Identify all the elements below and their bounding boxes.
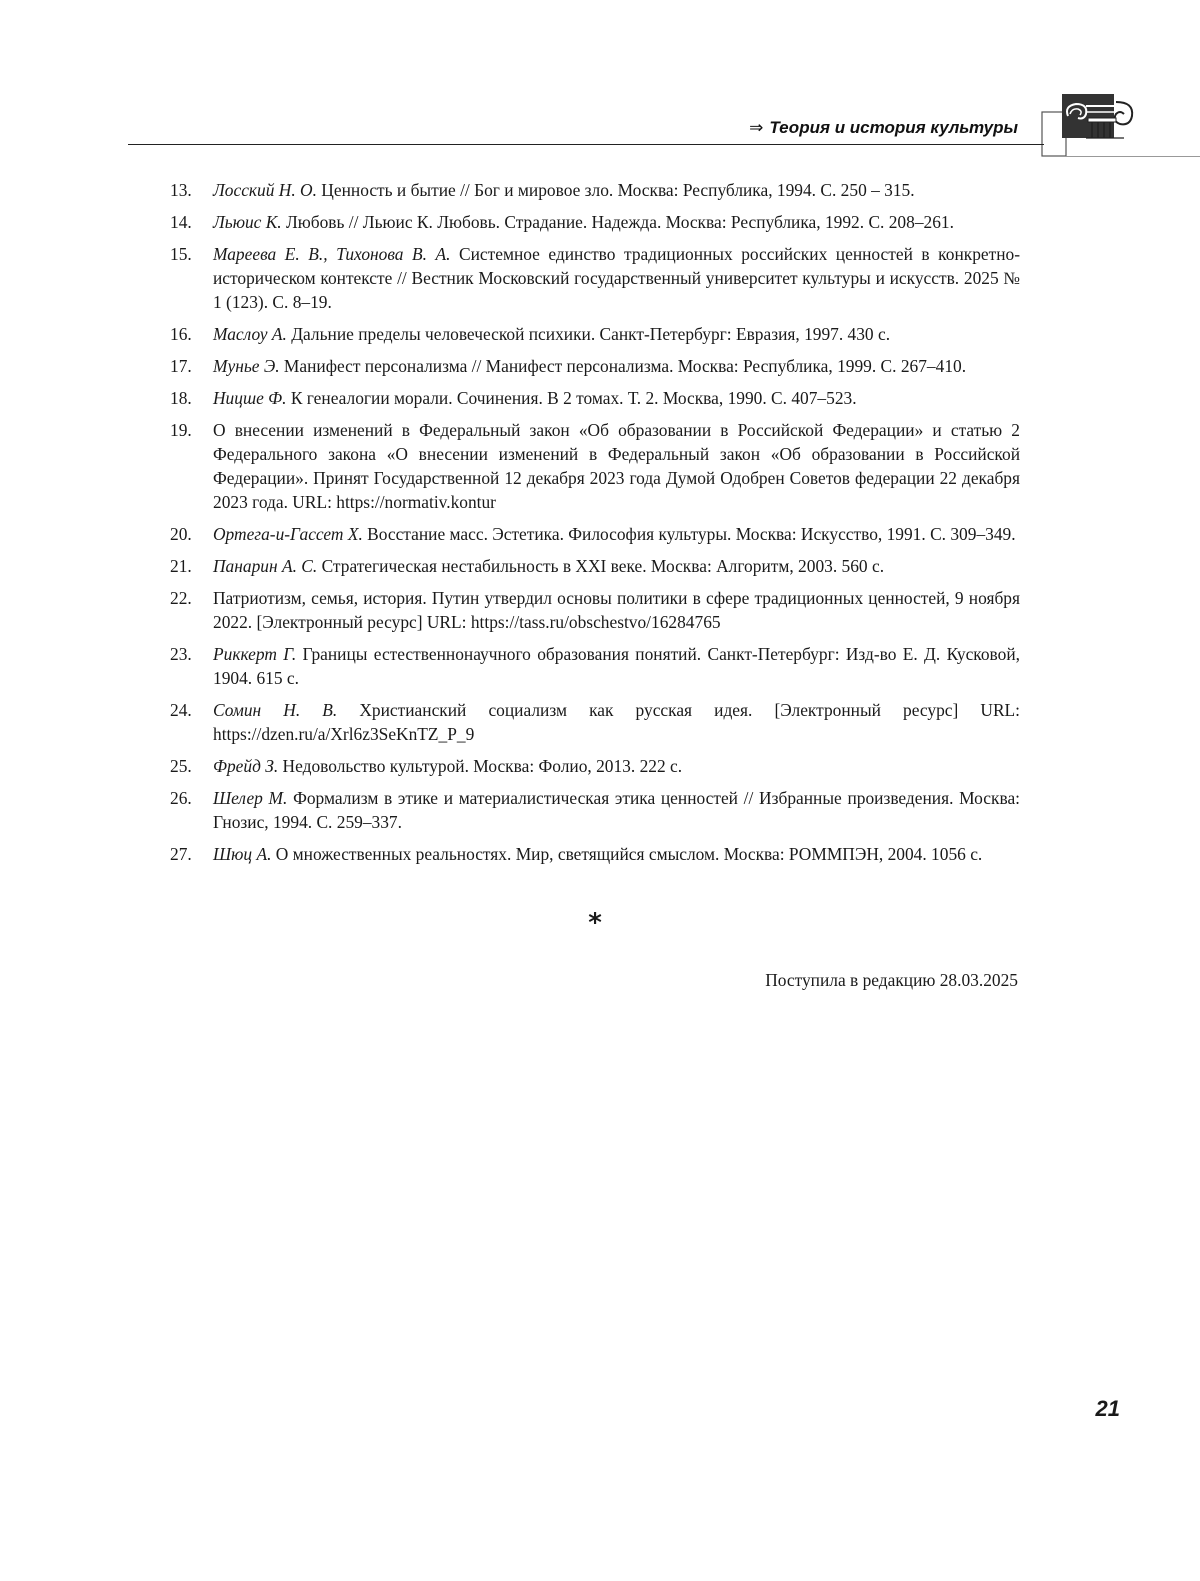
reference-text: Дальние пределы человеческой психики. Санкт-Петербург: Евразия, 1997. 430 с. xyxy=(286,324,891,344)
reference-text: Патриотизм, семья, история. Путин утвердил основы политики в сфере традиционных ценностей, 9 ноября 2022. [Электронный ресурс] URL: https://tass.ru/obschestvo/16284765 xyxy=(213,588,1020,632)
arrow-right-icon: ⇒ xyxy=(749,118,764,137)
reference-body xyxy=(213,842,1020,866)
page-number: 21 xyxy=(1095,1396,1120,1421)
reference-number: 19. xyxy=(170,420,192,440)
reference-body xyxy=(213,178,1020,202)
reference-number: 24. xyxy=(170,700,192,720)
reference-item xyxy=(170,210,1020,234)
reference-body xyxy=(213,642,1020,690)
reference-text: О множественных реальностях. Мир, светящийся смыслом. Москва: РОММПЭН, 2004. 1056 с. xyxy=(271,844,983,864)
reference-number: 16. xyxy=(170,324,192,344)
reference-item xyxy=(170,698,1020,746)
reference-author: Фрейд З. xyxy=(213,756,279,776)
reference-number: 20. xyxy=(170,524,192,544)
reference-item xyxy=(170,354,1020,378)
reference-text: Манифест персонализма // Манифест персонализма. Москва: Республика, 1999. С. 267–410. xyxy=(279,356,967,376)
reference-author: Ницше Ф. xyxy=(213,388,287,408)
reference-text: Системное единство традиционных российских ценностей в конкретно-историческом контексте // Вестник Московский государственный университет культуры и искусств. 2025 № 1 (123). С. 8–19. xyxy=(213,244,1021,312)
reference-body xyxy=(213,242,1020,314)
reference-body xyxy=(213,554,1020,578)
reference-number: 13. xyxy=(170,180,192,200)
reference-number: 15. xyxy=(170,244,192,264)
reference-body xyxy=(213,586,1020,634)
header-divider xyxy=(128,144,1044,145)
running-header xyxy=(560,118,1018,138)
reference-body xyxy=(213,754,1020,778)
reference-author: Ортега-и-Гассет Х. xyxy=(213,524,363,544)
reference-author: Лосский Н. О. xyxy=(213,180,317,200)
reference-text: Восстание масс. Эстетика. Философия культуры. Москва: Искусство, 1991. С. 309–349. xyxy=(362,524,1016,544)
reference-item xyxy=(170,178,1020,202)
reference-item xyxy=(170,386,1020,410)
reference-body xyxy=(213,418,1020,514)
reference-number: 23. xyxy=(170,644,192,664)
column-capital-logo-icon xyxy=(1040,92,1136,158)
reference-item xyxy=(170,242,1020,314)
reference-item xyxy=(170,522,1020,546)
reference-body xyxy=(213,210,1020,234)
reference-author: Мунье Э. xyxy=(213,356,280,376)
reference-item xyxy=(170,554,1020,578)
reference-text: К генеалогии морали. Сочинения. В 2 томах. Т. 2. Москва, 1990. С. 407–523. xyxy=(286,388,857,408)
reference-text: Любовь // Льюис К. Любовь. Страдание. Надежда. Москва: Республика, 1992. С. 208–261. xyxy=(281,212,954,232)
reference-author: Сомин Н. В. xyxy=(213,700,338,720)
reference-text: О внесении изменений в Федеральный закон «Об образовании в Российской Федерации» и статью 2 Федерального закона «О внесении изменений в Федеральный закон «Об образовании в Российской Федерации». Принят Государственной 12 декабря 2023 года Думой Одобрен Советов федерации 22 декабря 2023 года. URL: https://normativ.kontur xyxy=(213,420,1020,512)
reference-text: Формализм в этике и материалистическая этика ценностей // Избранные произведения. Москва: Гнозис, 1994. С. 259–337. xyxy=(213,788,1020,832)
section-title: Теория и история культуры xyxy=(769,118,1018,137)
reference-text: Ценность и бытие // Бог и мировое зло. Москва: Республика, 1994. С. 250 – 315. xyxy=(316,180,915,200)
reference-item xyxy=(170,754,1020,778)
reference-number: 26. xyxy=(170,788,192,808)
reference-number: 18. xyxy=(170,388,192,408)
reference-number: 27. xyxy=(170,844,192,864)
reference-author: Маслоу А. xyxy=(213,324,287,344)
reference-author: Шюц А. xyxy=(213,844,272,864)
reference-author: Риккерт Г. xyxy=(213,644,297,664)
reference-list xyxy=(170,178,1020,874)
reference-item xyxy=(170,322,1020,346)
reference-item xyxy=(170,786,1020,834)
reference-text: Стратегическая нестабильность в XXI веке. Москва: Алгоритм, 2003. 560 с. xyxy=(317,556,885,576)
reference-item xyxy=(170,418,1020,514)
reference-item xyxy=(170,642,1020,690)
reference-body xyxy=(213,354,1020,378)
header-divider-secondary xyxy=(1042,156,1200,157)
reference-text: Границы естественнонаучного образования понятий. Санкт-Петербург: Изд-во Е. Д. Кусковой, 1904. 615 с. xyxy=(213,644,1020,688)
reference-author: Мареева Е. В., Тихонова В. А. xyxy=(213,244,451,264)
reference-body xyxy=(213,698,1020,746)
section-separator: * xyxy=(588,908,602,938)
reference-body xyxy=(213,522,1020,546)
reference-item xyxy=(170,842,1020,866)
reference-body xyxy=(213,786,1020,834)
reference-number: 22. xyxy=(170,588,192,608)
reference-number: 21. xyxy=(170,556,192,576)
reference-number: 25. xyxy=(170,756,192,776)
reference-item xyxy=(170,586,1020,634)
reference-author: Шелер М. xyxy=(213,788,288,808)
reference-author: Льюис К. xyxy=(213,212,282,232)
reference-text: Недовольство культурой. Москва: Фолио, 2013. 222 с. xyxy=(278,756,683,776)
reference-author: Панарин А. С. xyxy=(213,556,318,576)
reference-number: 17. xyxy=(170,356,192,376)
reference-body xyxy=(213,322,1020,346)
reference-body xyxy=(213,386,1020,410)
reference-text: Христианский социализм как русская идея. [Электронный ресурс] URL: https://dzen.ru/a/Xrl6z3SeKnTZ_P_9 xyxy=(213,700,1020,744)
reference-number: 14. xyxy=(170,212,192,232)
received-date: Поступила в редакцию 28.03.2025 xyxy=(765,970,1018,990)
